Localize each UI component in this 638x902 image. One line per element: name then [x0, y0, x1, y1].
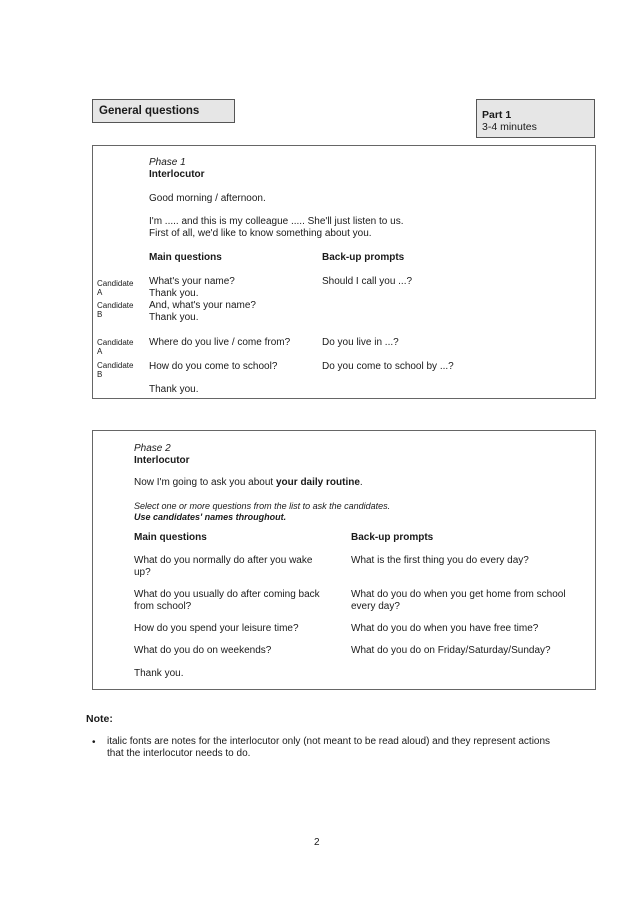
- phase1-q3: Where do you live / come from?: [149, 337, 291, 348]
- phase1-p3: Do you live in ...?: [322, 337, 399, 348]
- phase1-backup-prompts-header: Back-up prompts: [322, 252, 405, 263]
- phase2-intro: [134, 477, 363, 489]
- candidate-b-label-2: Candidate B: [97, 361, 134, 379]
- part-title: Part 1: [482, 109, 512, 121]
- phase2-instruction-2: Use candidates' names throughout.: [134, 512, 287, 522]
- phase1-q1-thanks: Thank you.: [149, 288, 199, 299]
- phase1-q4: How do you come to school?: [149, 361, 278, 372]
- phase2-p3: What do you do when you have free time?: [351, 623, 539, 634]
- section-title: General questions: [99, 105, 200, 117]
- phase1-p4: Do you come to school by ...?: [322, 361, 454, 372]
- candidate-a-label: Candidate A: [97, 279, 134, 297]
- phase2-p4: What do you do on Friday/Saturday/Sunday?: [351, 645, 551, 656]
- phase2-q1: What do you normally do after you wake up?: [134, 555, 313, 578]
- note-bullet-line2: that the interlocutor needs to do.: [107, 748, 251, 759]
- part-duration: 3-4 minutes: [482, 121, 537, 133]
- phase1-greeting: Good morning / afternoon.: [149, 193, 266, 204]
- phase2-q2: What do you usually do after coming back from school?: [134, 589, 320, 612]
- phase2-intro-suffix: .: [359, 477, 363, 488]
- phase1-intro-line2: First of all, we'd like to know something about you.: [149, 228, 372, 239]
- phase2-closing: Thank you.: [134, 668, 184, 679]
- phase1-intro-line1: I'm ..... and this is my colleague ..... She'll just listen to us.: [149, 216, 404, 227]
- phase1-closing: Thank you.: [149, 384, 199, 395]
- note-title: Note:: [86, 713, 113, 725]
- phase2-instruction-1: Select one or more questions from the list to ask the candidates.: [134, 501, 391, 511]
- page-number: 2: [314, 837, 320, 848]
- note-bullet-line1: italic fonts are notes for the interlocutor only (not meant to be read aloud) and they represent actions: [107, 736, 551, 747]
- phase2-q3: How do you spend your leisure time?: [134, 623, 299, 634]
- phase2-intro-bold: your daily routine: [276, 477, 360, 488]
- phase2-p2: What do you do when you get home from school every day?: [351, 589, 566, 612]
- phase2-q4: What do you do on weekends?: [134, 645, 272, 656]
- phase1-q2-thanks: Thank you.: [149, 312, 199, 323]
- phase2-label: Phase 2: [134, 443, 171, 454]
- phase2-role: Interlocutor: [134, 455, 190, 466]
- section-title-box: [92, 99, 235, 123]
- phase2-p1: What is the first thing you do every day?: [351, 555, 529, 566]
- phase2-main-questions-header: Main questions: [134, 532, 207, 543]
- candidate-b-label: Candidate B: [97, 301, 134, 319]
- phase1-label: Phase 1: [149, 157, 186, 168]
- phase2-intro-prefix: Now I'm going to ask you about: [134, 477, 276, 488]
- phase1-p1: Should I call you ...?: [322, 276, 413, 287]
- candidate-a-label-2: Candidate A: [97, 338, 134, 356]
- part-box: [476, 99, 595, 138]
- phase1-q2: And, what's your name?: [149, 300, 256, 311]
- phase2-backup-prompts-header: Back-up prompts: [351, 532, 434, 543]
- phase1-main-questions-header: Main questions: [149, 252, 222, 263]
- note-bullet-symbol: •: [92, 737, 96, 748]
- phase1-q1: What's your name?: [149, 276, 235, 287]
- phase1-role: Interlocutor: [149, 169, 205, 180]
